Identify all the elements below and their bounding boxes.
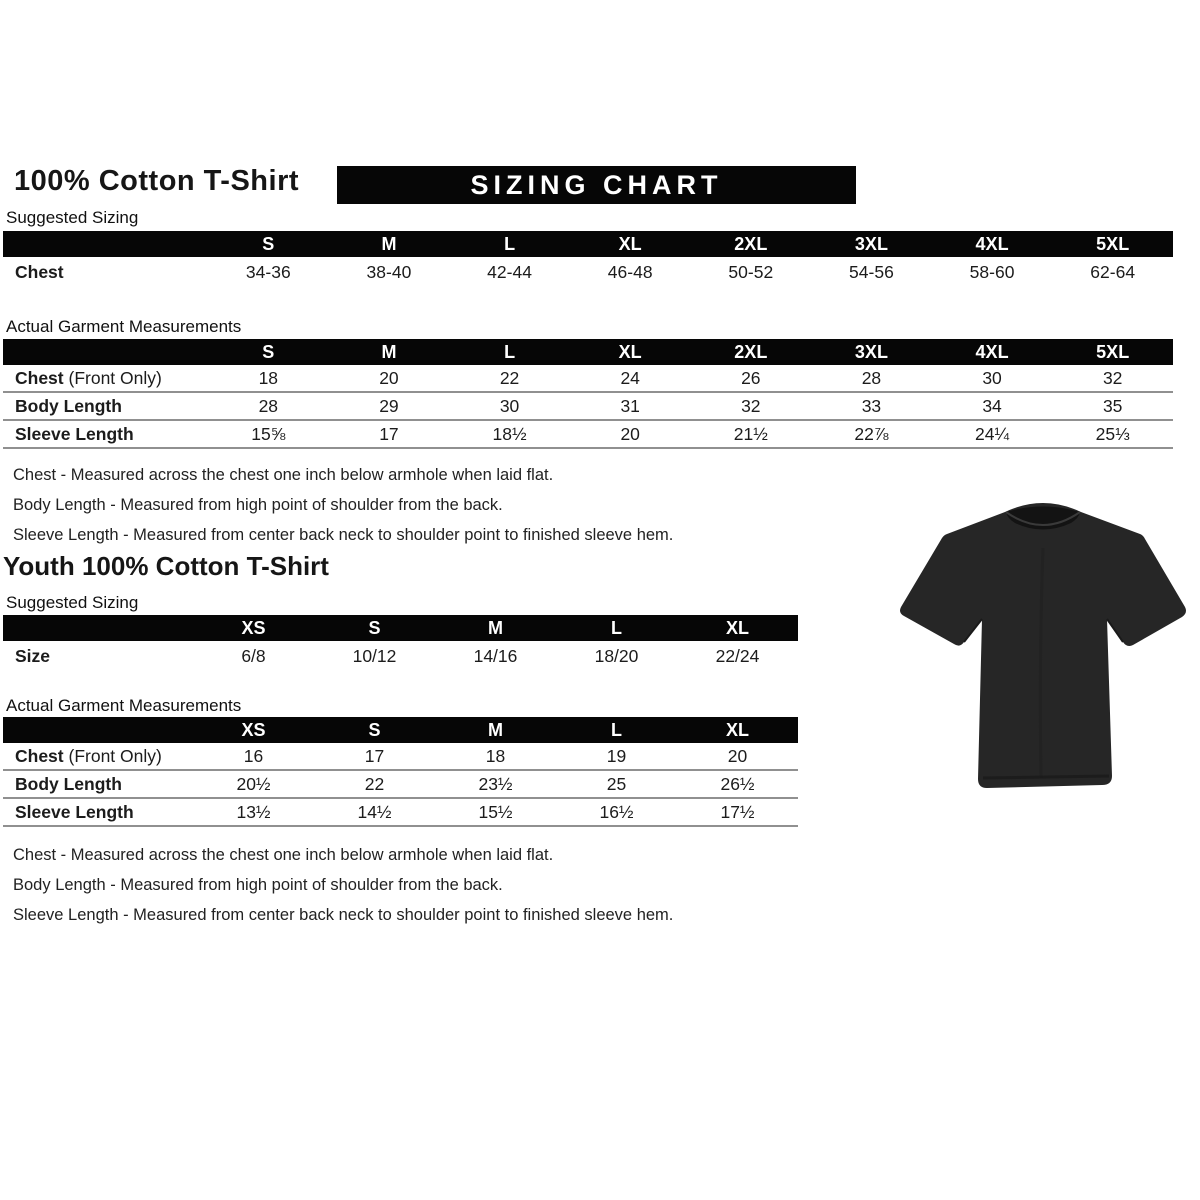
size-value-cell: 54-56	[849, 261, 894, 282]
size-value-cell: 16½	[599, 801, 634, 822]
size-value-cell: 17½	[720, 801, 755, 822]
youth-actual-measurements-label: Actual Garment Measurements	[6, 696, 242, 715]
column-header: XS	[241, 719, 266, 740]
size-value-cell: 20	[620, 423, 640, 444]
column-header: 2XL	[734, 341, 768, 362]
column-header: XS	[241, 617, 266, 638]
size-value-cell: 15½	[478, 801, 513, 822]
size-value-cell: 24¼	[975, 423, 1010, 444]
column-header: M	[381, 233, 397, 254]
size-value-cell: 19	[606, 745, 627, 766]
column-header: S	[368, 719, 381, 740]
size-value-cell: 35	[1102, 395, 1123, 416]
column-header: S	[368, 617, 381, 638]
size-value-cell: 32	[1102, 367, 1123, 388]
adult-measurement-notes	[13, 460, 673, 550]
row-label: Body Length	[15, 773, 122, 794]
column-header: XL	[725, 719, 749, 740]
size-value-cell: 18	[258, 367, 279, 388]
table-row	[3, 799, 798, 827]
table-row	[3, 365, 1173, 393]
column-header: 3XL	[854, 341, 888, 362]
size-value-cell: 18½	[492, 423, 527, 444]
size-value-cell: 22⅞	[854, 423, 889, 444]
row-label: Chest (Front Only)	[15, 745, 162, 766]
size-value-cell: 14½	[357, 801, 392, 822]
size-value-cell: 22	[499, 367, 520, 388]
column-header: M	[488, 719, 503, 740]
size-value-cell: 28	[258, 395, 279, 416]
table-header-row	[3, 339, 1173, 365]
size-value-cell: 22	[364, 773, 385, 794]
size-value-cell: 30	[499, 395, 520, 416]
size-value-cell: 23½	[478, 773, 513, 794]
size-value-cell: 62-64	[1090, 261, 1136, 282]
table-row	[3, 421, 1173, 449]
row-label: Chest (Front Only)	[15, 367, 162, 388]
size-value-cell: 33	[861, 395, 882, 416]
size-value-cell: 20½	[236, 773, 271, 794]
column-header: 2XL	[734, 233, 768, 254]
row-label: Sleeve Length	[15, 423, 134, 444]
size-value-cell: 34-36	[245, 261, 291, 282]
row-label: Body Length	[15, 395, 122, 416]
size-value-cell: 10/12	[352, 645, 397, 666]
youth-actual-measurements-table	[3, 717, 798, 827]
table-header-row	[3, 615, 798, 641]
sizing-chart-banner-text: SIZING CHART	[470, 169, 723, 200]
youth-suggested-sizing-table	[3, 615, 798, 671]
youth-suggested-sizing-label: Suggested Sizing	[6, 593, 139, 612]
size-value-cell: 58-60	[969, 261, 1015, 282]
table-row	[3, 771, 798, 799]
note-chest: Chest - Measured across the chest one inch below armhole when laid flat.	[13, 846, 554, 864]
note-body-length: Body Length - Measured from high point of shoulder from the back.	[13, 496, 503, 514]
column-header: XL	[618, 233, 642, 254]
column-header: S	[262, 341, 275, 362]
column-header: M	[488, 617, 503, 638]
size-value-cell: 20	[727, 745, 748, 766]
adult-suggested-sizing-table	[3, 231, 1173, 287]
size-value-cell: 18/20	[594, 645, 639, 666]
size-value-cell: 46-48	[607, 261, 653, 282]
size-value-cell: 13½	[236, 801, 271, 822]
size-value-cell: 31	[620, 395, 640, 416]
page-title: 100% Cotton T-Shirt	[14, 165, 300, 197]
column-header: L	[504, 233, 516, 254]
column-header: 5XL	[1096, 233, 1130, 254]
size-value-cell: 6/8	[241, 645, 266, 666]
tshirt-image	[893, 488, 1193, 800]
size-value-cell: 38-40	[366, 261, 412, 282]
column-header: 3XL	[854, 233, 888, 254]
column-header: XL	[725, 617, 749, 638]
size-value-cell: 15⅝	[251, 423, 286, 444]
youth-section-title: Youth 100% Cotton T-Shirt	[3, 551, 329, 581]
size-value-cell: 34	[982, 395, 1002, 416]
table-header-row	[3, 231, 1173, 257]
column-header: L	[611, 617, 622, 638]
row-label: Sleeve Length	[15, 801, 134, 822]
size-value-cell: 26½	[720, 773, 755, 794]
size-value-cell: 25	[606, 773, 627, 794]
adult-suggested-sizing-label: Suggested Sizing	[6, 208, 139, 227]
table-row	[3, 257, 1173, 287]
size-value-cell: 22/24	[715, 645, 760, 666]
table-row	[3, 393, 1173, 421]
column-header: S	[262, 233, 275, 254]
size-value-cell: 50-52	[728, 261, 774, 282]
size-value-cell: 18	[485, 745, 506, 766]
size-value-cell: 32	[741, 395, 761, 416]
size-value-cell: 30	[982, 367, 1002, 388]
size-value-cell: 28	[861, 367, 882, 388]
row-label: Size	[15, 645, 51, 666]
column-header: XL	[618, 341, 642, 362]
size-value-cell: 25⅓	[1095, 423, 1130, 444]
size-value-cell: 24	[620, 367, 640, 388]
note-sleeve-length: Sleeve Length - Measured from center back neck to shoulder point to finished sleeve hem.	[13, 906, 674, 924]
table-header-row	[3, 717, 798, 743]
note-chest: Chest - Measured across the chest one inch below armhole when laid flat.	[13, 466, 554, 484]
note-sleeve-length: Sleeve Length - Measured from center back neck to shoulder point to finished sleeve hem.	[13, 526, 674, 544]
column-header: M	[381, 341, 397, 362]
size-value-cell: 26	[741, 367, 761, 388]
column-header: 5XL	[1096, 341, 1130, 362]
tshirt-graphic	[893, 488, 1193, 800]
size-value-cell: 17	[379, 423, 399, 444]
size-value-cell: 17	[364, 745, 385, 766]
size-value-cell: 29	[379, 395, 399, 416]
table-row	[3, 743, 798, 771]
adult-actual-measurements-label: Actual Garment Measurements	[6, 317, 242, 336]
size-value-cell: 21½	[733, 423, 768, 444]
adult-actual-measurements-table	[3, 339, 1173, 449]
size-value-cell: 14/16	[473, 645, 518, 666]
table-row	[3, 641, 798, 671]
youth-measurement-notes	[13, 840, 673, 930]
note-body-length: Body Length - Measured from high point of shoulder from the back.	[13, 876, 503, 894]
column-header: L	[611, 719, 622, 740]
row-label: Chest	[15, 261, 64, 282]
size-value-cell: 42-44	[487, 261, 532, 282]
sizing-chart-banner	[337, 166, 856, 204]
size-value-cell: 16	[243, 745, 264, 766]
size-value-cell: 20	[379, 367, 399, 388]
column-header: 4XL	[975, 341, 1009, 362]
column-header: L	[504, 341, 516, 362]
column-header: 4XL	[975, 233, 1009, 254]
